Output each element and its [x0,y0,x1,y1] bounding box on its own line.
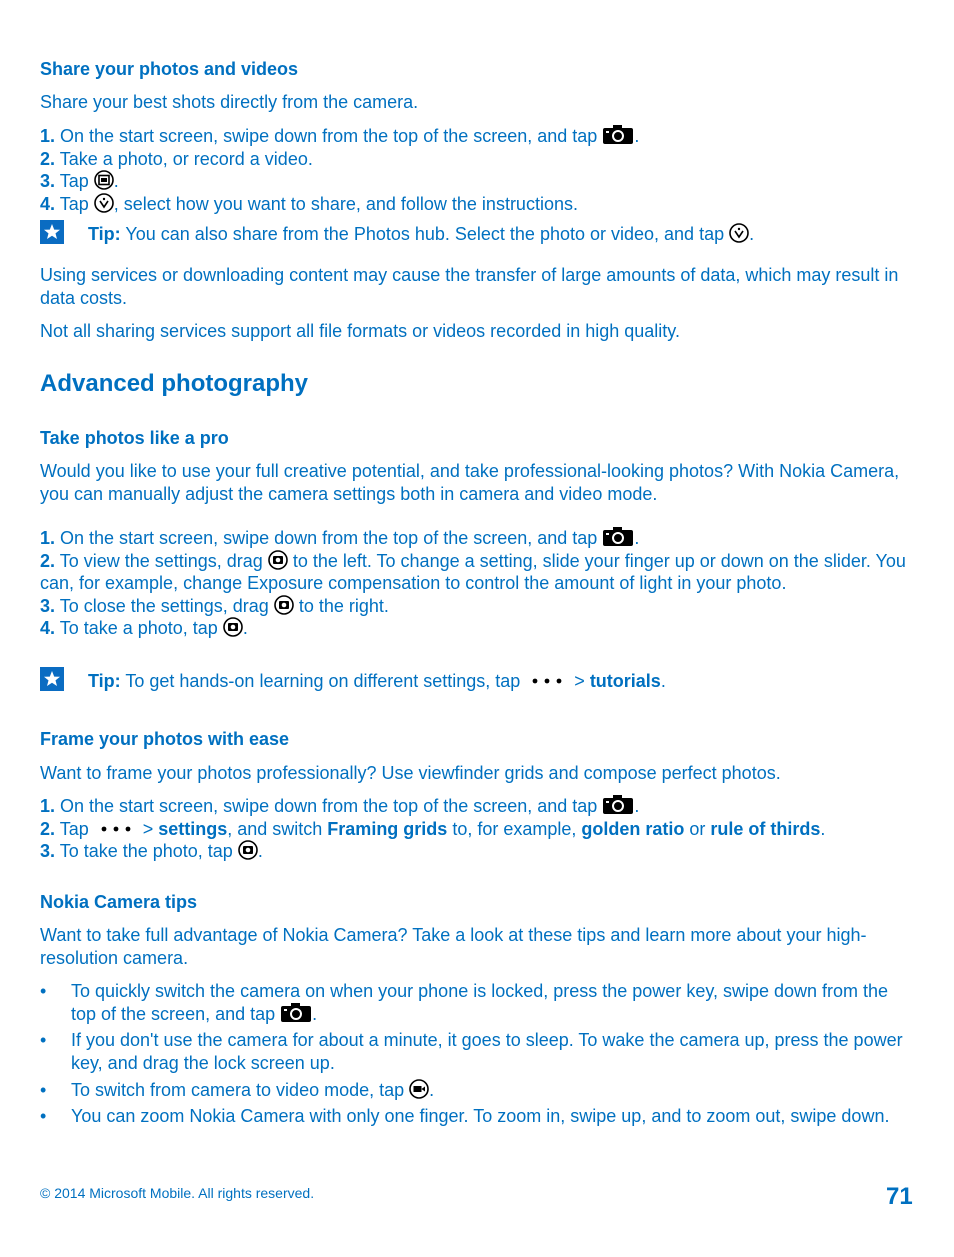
frame-heading: Frame your photos with ease [40,729,290,749]
share-step-2: 2. Take a photo, or record a video. [40,148,313,169]
share-icon [94,193,114,213]
frame-intro: Want to frame your photos professionally? Use viewfinder grids and compose perfect photos. [40,763,781,783]
page-number: 71 [886,1183,913,1210]
tip-star-icon [40,220,64,244]
frame-step-2: 2. Tap > settings, and switch Framing grids to, for example, golden ratio or rule of thirds. [40,818,826,839]
frame-step-1: 1. On the start screen, swipe down from the top of the screen, and tap . [40,796,640,816]
shutter-icon [238,840,258,860]
share-intro: Share your best shots directly from the camera. [40,92,419,112]
share-steps [40,125,916,215]
pro-step-3: 3. To close the settings, drag to the right. [40,595,389,616]
tip-label: Tip: [88,224,121,244]
pro-intro: Would you like to use your full creative potential, and take professional-looking photos? With Nokia Camera, you can manually adjust the camera settings both in camera and video mode. [40,461,900,504]
share-heading: Share your photos and videos [40,59,299,79]
advanced-title: Advanced photography [40,370,309,397]
tip-star-icon [40,667,64,691]
pro-step-1: 1. On the start screen, swipe down from the top of the screen, and tap . [40,528,640,548]
format-note: Not all sharing services support all file formats or videos recorded in high quality. [40,321,680,341]
video-icon [409,1079,429,1099]
share-step-3: 3. Tap . [40,171,119,191]
camera-icon [602,125,634,145]
camera-icon [280,1003,312,1023]
tutorials-link: tutorials [589,671,661,691]
data-cost-note: Using services or downloading content may cause the transfer of large amounts of data, which may result in data costs. [40,265,899,308]
shutter-icon [268,550,288,570]
pro-step-4: 4. To take a photo, tap . [40,618,248,638]
photo-viewer-icon [94,170,114,190]
camera-icon [602,795,634,815]
pro-heading: Take photos like a pro [40,428,229,448]
shutter-icon [223,617,243,637]
tips-intro: Want to take full advantage of Nokia Camera? Take a look at these tips and learn more about your high-resolution camera. [40,925,867,968]
shutter-icon [274,595,294,615]
share-icon [729,223,749,243]
copyright: © 2014 Microsoft Mobile. All rights reserved. [40,1185,315,1201]
camera-icon [602,527,634,547]
more-icon [525,672,569,690]
more-icon [94,820,138,838]
frame-steps [40,795,916,863]
share-step-1: 1. On the start screen, swipe down from the top of the screen, and tap . [40,126,640,146]
share-step-4: 4. Tap , select how you want to share, and follow the instructions. [40,193,578,214]
pro-step-2: 2. To view the settings, drag to the left. To change a setting, slide your finger up or down on the slider. You can, for example, change Exposure compensation to control the amount of light in your photo. [40,550,906,593]
tip-label: Tip: [88,671,121,691]
frame-step-3: 3. To take the photo, tap . [40,841,263,861]
pro-steps [40,527,916,640]
tips-heading: Nokia Camera tips [40,892,198,912]
